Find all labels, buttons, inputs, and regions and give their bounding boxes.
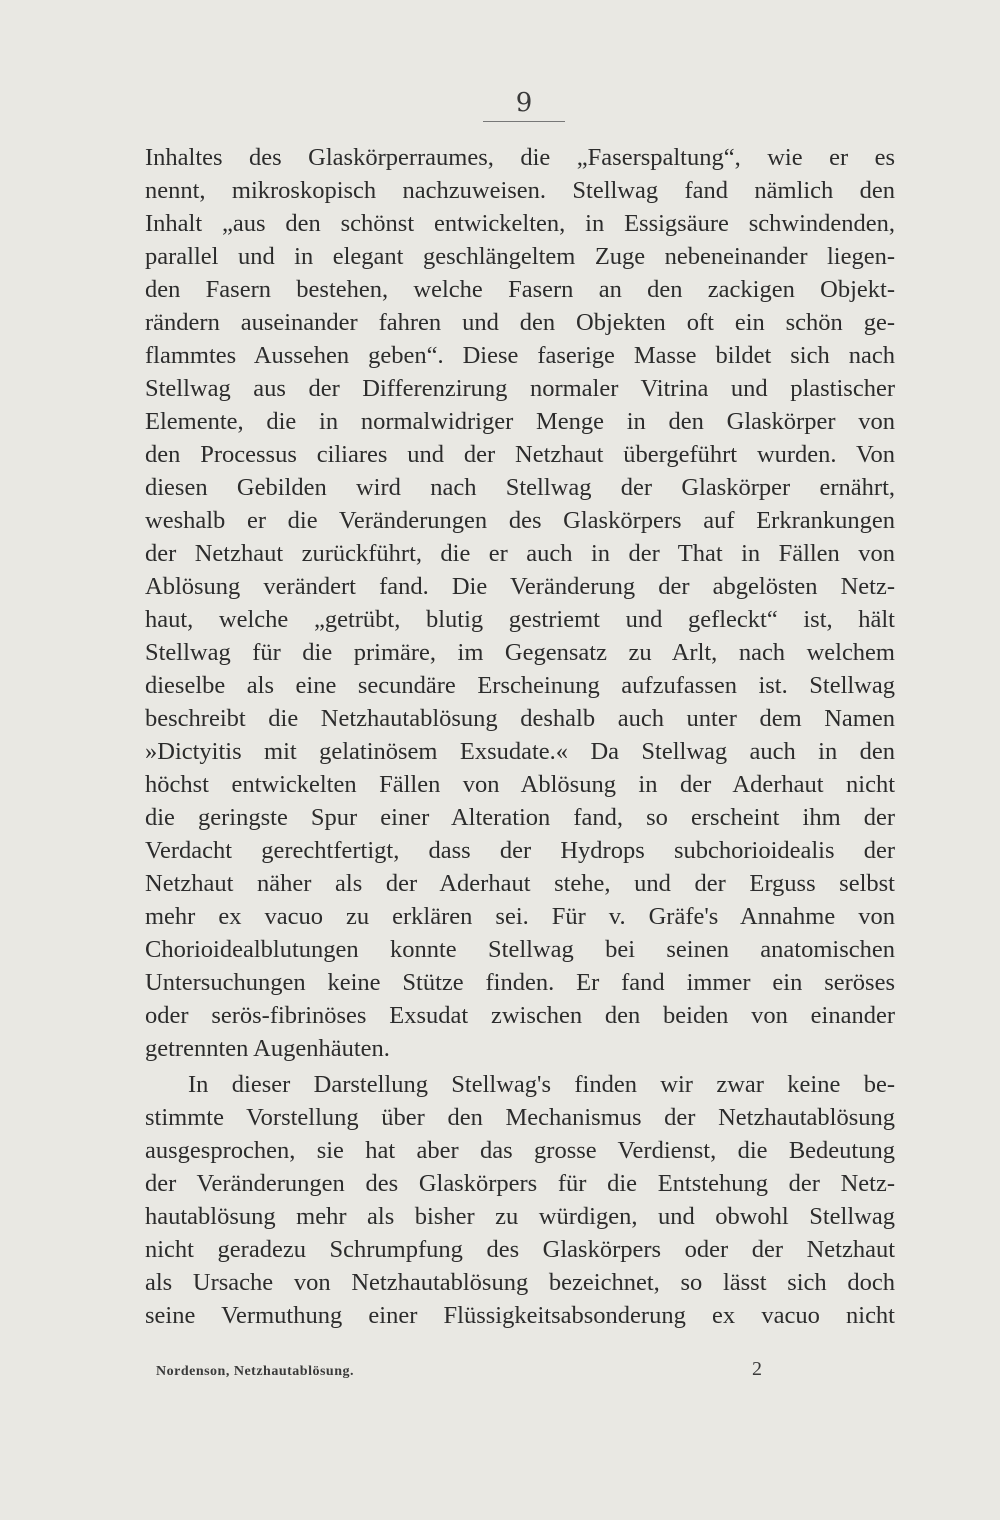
page-number-rule	[483, 121, 565, 122]
text-line: die geringste Spur einer Alteration fand, so erscheint ihm der	[145, 804, 895, 831]
text-line: ausgesprochen, sie hat aber das grosse Verdienst, die Bedeutung	[145, 1137, 895, 1164]
text-line: nennt, mikroskopisch nachzuweisen. Stellwag fand nämlich den	[145, 177, 895, 204]
text-line: mehr ex vacuo zu erklären sei. Für v. Gräfe's Annahme von	[145, 903, 895, 930]
text-line: flammtes Aussehen geben“. Diese faserige Masse bildet sich nach	[145, 342, 895, 369]
text-line: diesen Gebilden wird nach Stellwag der Glaskörper ernährt,	[145, 474, 895, 501]
text-line: Inhalt „aus den schönst entwickelten, in Essigsäure schwindenden,	[145, 210, 895, 237]
text-line: Elemente, die in normalwidriger Menge in den Glaskörper von	[145, 408, 895, 435]
sheet-number: 2	[752, 1358, 762, 1380]
text-line: In dieser Darstellung Stellwag's finden wir zwar keine be-	[188, 1071, 895, 1098]
text-line: Stellwag aus der Differenzirung normaler Vitrina und plastischer	[145, 375, 895, 402]
text-line: rändern auseinander fahren und den Objekten oft ein schön ge-	[145, 309, 895, 336]
text-line: der Netzhaut zurückführt, die er auch in der That in Fällen von	[145, 540, 895, 567]
text-line: Inhaltes des Glaskörperraumes, die „Faserspaltung“, wie er es	[145, 144, 895, 171]
signature-mark: Nordenson, Netzhautablösung.	[156, 1364, 354, 1379]
text-line: höchst entwickelten Fällen von Ablösung in der Aderhaut nicht	[145, 771, 895, 798]
text-line: stimmte Vorstellung über den Mechanismus der Netzhautablösung	[145, 1104, 895, 1131]
text-line: als Ursache von Netzhautablösung bezeichnet, so lässt sich doch	[145, 1269, 895, 1296]
text-line: Stellwag für die primäre, im Gegensatz zu Arlt, nach welchem	[145, 639, 895, 666]
text-line: weshalb er die Veränderungen des Glaskörpers auf Erkrankungen	[145, 507, 895, 534]
text-line: Untersuchungen keine Stütze finden. Er fand immer ein seröses	[145, 969, 895, 996]
text-line: oder serös-fibrinöses Exsudat zwischen den beiden von einander	[145, 1002, 895, 1029]
text-line: dieselbe als eine secundäre Erscheinung aufzufassen ist. Stellwag	[145, 672, 895, 699]
text-line: Netzhaut näher als der Aderhaut stehe, und der Erguss selbst	[145, 870, 895, 897]
text-line: seine Vermuthung einer Flüssigkeitsabsonderung ex vacuo nicht	[145, 1302, 895, 1329]
page-number: 9	[515, 88, 533, 118]
text-line: der Veränderungen des Glaskörpers für die Entstehung der Netz-	[145, 1170, 895, 1197]
text-line: Ablösung verändert fand. Die Veränderung der abgelösten Netz-	[145, 573, 895, 600]
text-line: getrennten Augenhäuten.	[145, 1035, 390, 1062]
text-line: parallel und in elegant geschlängeltem Zuge nebeneinander liegen-	[145, 243, 895, 270]
text-line: den Fasern bestehen, welche Fasern an den zackigen Objekt-	[145, 276, 895, 303]
text-line: nicht geradezu Schrumpfung des Glaskörpers oder der Netzhaut	[145, 1236, 895, 1263]
text-line: Chorioidealblutungen konnte Stellwag bei seinen anatomischen	[145, 936, 895, 963]
text-line: beschreibt die Netzhautablösung deshalb auch unter dem Namen	[145, 705, 895, 732]
text-line: haut, welche „getrübt, blutig gestriemt und gefleckt“ ist, hält	[145, 606, 895, 633]
text-line: Verdacht gerechtfertigt, dass der Hydrops subchorioidealis der	[145, 837, 895, 864]
text-line: »Dictyitis mit gelatinösem Exsudate.« Da Stellwag auch in den	[145, 738, 895, 765]
text-line: den Processus ciliares und der Netzhaut übergeführt wurden. Von	[145, 441, 895, 468]
text-line: hautablösung mehr als bisher zu würdigen, und obwohl Stellwag	[145, 1203, 895, 1230]
